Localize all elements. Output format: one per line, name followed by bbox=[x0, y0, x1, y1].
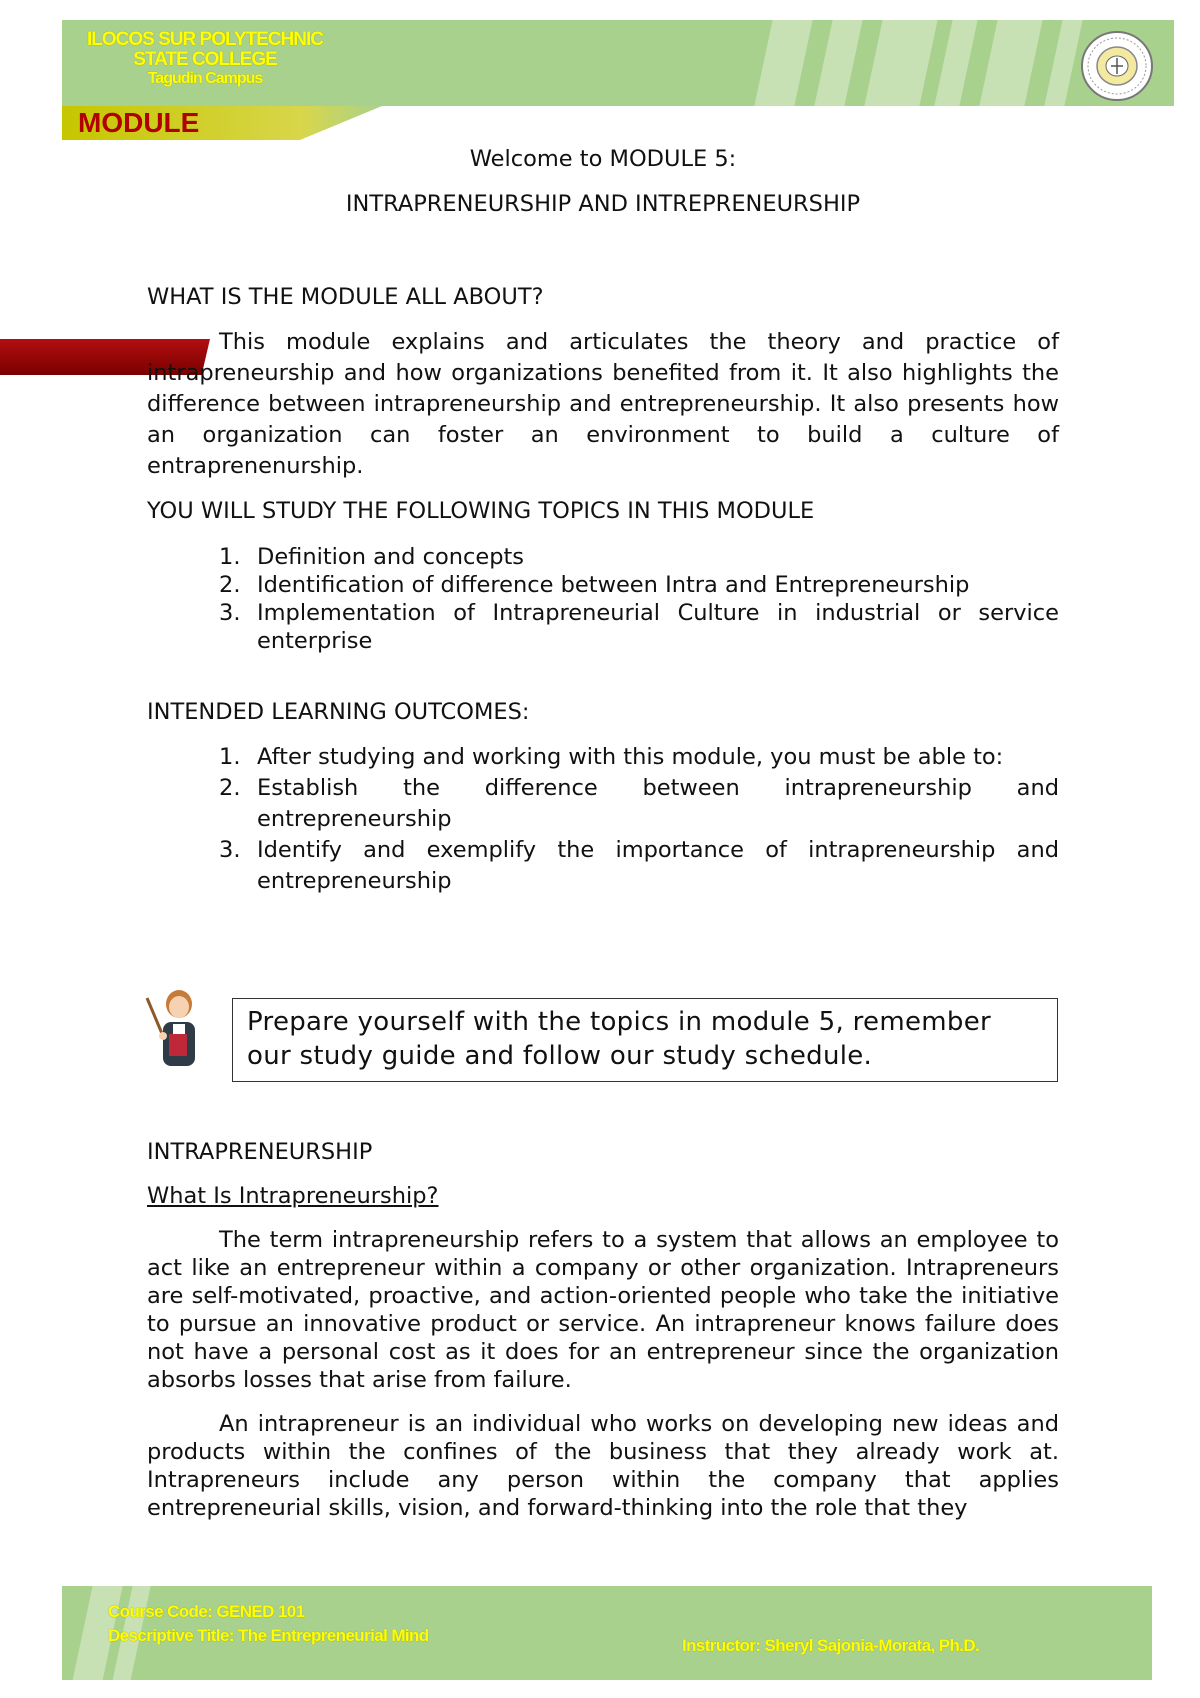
document-body bbox=[147, 140, 1059, 897]
teacher-icon bbox=[143, 984, 213, 1072]
school-campus: Tagudin Campus bbox=[147, 70, 263, 87]
intra-paragraph-1: The term intrapreneurship refers to a system that allows an employee to act like an entrepreneur within a company or other organization. Intrapreneurs are self-motivated, proactive, and action-oriented people who take the initiative to pursue an innovative product or service. An intrapreneur knows failure does not have a personal cost as it does for an entrepreneur since the organization absorbs losses that arise from failure. bbox=[147, 1227, 1059, 1393]
school-name bbox=[70, 30, 340, 88]
about-heading: WHAT IS THE MODULE ALL ABOUT? bbox=[147, 284, 544, 310]
list-item: 1. After studying and working with this module, you must be able to: bbox=[219, 744, 1004, 770]
module-label: MODULE bbox=[78, 107, 200, 138]
outcomes-list bbox=[147, 742, 1059, 897]
welcome-title: Welcome to MODULE 5: bbox=[469, 146, 737, 172]
topics-heading: YOU WILL STUDY THE FOLLOWING TOPICS IN THIS MODULE bbox=[147, 498, 815, 524]
list-item: 1. Definition and concepts bbox=[219, 544, 525, 570]
list-item: 2. Identification of difference between Intra and Entrepreneurship bbox=[219, 572, 970, 598]
course-code: Course Code: GENED 101 bbox=[108, 1602, 305, 1621]
instructor-name: Instructor: Sheryl Sajonia-Morata, Ph.D. bbox=[682, 1636, 980, 1655]
list-item: 2. Establish the difference between intrapreneurship and entrepreneurship bbox=[219, 775, 1059, 832]
intrapreneurship-section bbox=[147, 1138, 1059, 1522]
list-item: 3. Implementation of Intrapreneurial Culture in industrial or service enterprise bbox=[219, 600, 1059, 654]
outcomes-heading: INTENDED LEARNING OUTCOMES: bbox=[147, 699, 530, 725]
section-heading: INTRAPRENEURSHIP bbox=[147, 1139, 373, 1165]
list-item: 3. Identify and exemplify the importance of intrapreneurship and entrepreneurship bbox=[219, 837, 1059, 894]
module-subtitle: INTRAPRENEURSHIP AND INTREPRENEURSHIP bbox=[345, 191, 861, 217]
descriptive-title: Descriptive Title: The Entrepreneurial Mind bbox=[108, 1626, 429, 1645]
school-seal-icon bbox=[1080, 30, 1154, 102]
topics-list bbox=[147, 543, 1059, 655]
intra-paragraph-2: An intrapreneur is an individual who works on developing new ideas and products within the confines of the business that they already work at. Intrapreneurs include any person within the company that applies entrepreneurial skills, vision, and forward-thinking into the role that they bbox=[147, 1411, 1059, 1521]
about-paragraph: This module explains and articulates the theory and practice of intrapreneurship and how organizations benefited from it. It also highlights the difference between intrapreneurship and entrepreneurship. It also presents how an organization can foster an environment to build a culture of entraprenenurship. bbox=[147, 329, 1059, 479]
school-line-2: STATE COLLEGE bbox=[133, 49, 277, 70]
school-line-1: ILOCOS SUR POLYTECHNIC bbox=[87, 29, 323, 50]
section-subheading: What Is Intrapreneurship? bbox=[147, 1183, 439, 1209]
study-reminder-callout: Prepare yourself with the topics in module 5, remember our study guide and follow our study schedule. bbox=[232, 998, 1058, 1082]
